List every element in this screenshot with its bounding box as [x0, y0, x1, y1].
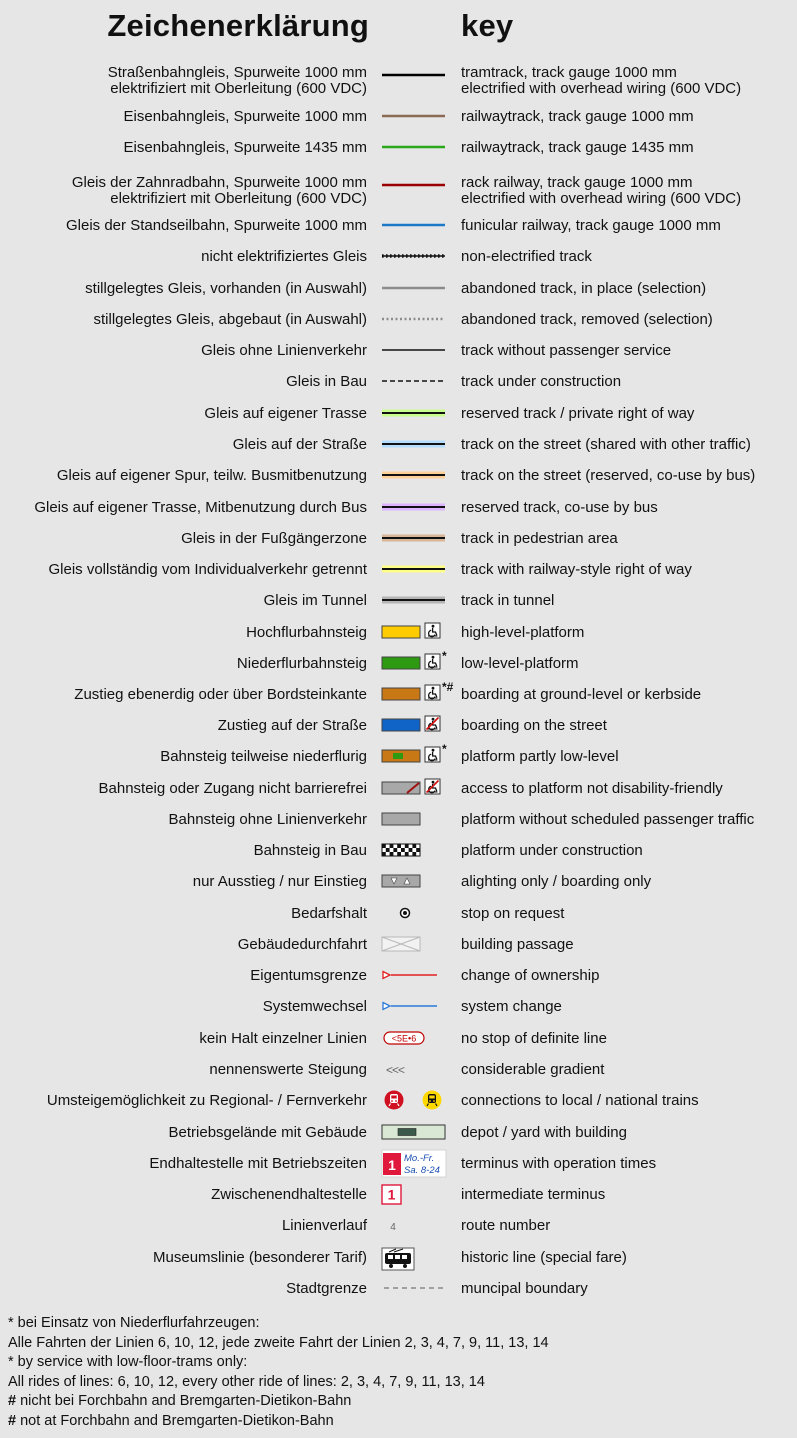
- legend-row: [0, 167, 797, 207]
- intermediate-terminus-number: 1: [387, 1186, 396, 1203]
- platform-footnote-mark: *#: [442, 680, 454, 694]
- label-line-second: elektrifiziert mit Oberleitung (600 VDC): [110, 80, 367, 97]
- legend-label-german: [57, 468, 367, 484]
- legend-label-german: [286, 1281, 367, 1297]
- legend-row: [0, 1276, 797, 1304]
- legend-label-german: [218, 718, 367, 734]
- legend-label-english: [461, 968, 599, 984]
- legend-label-english: [461, 1125, 627, 1141]
- legend-label-german: [238, 937, 367, 953]
- legend-label-english: [461, 65, 741, 97]
- legend-row: [0, 1057, 797, 1085]
- legend-row: [0, 276, 797, 304]
- legend-label-german: [246, 625, 367, 641]
- footnote-text: All rides of lines: 6, 10, 12, every other ride of lines: 2, 3, 4, 7, 9, 11, 13, 14: [8, 1373, 485, 1390]
- label-line: Endhaltestelle mit Betriebszeiten: [149, 1155, 367, 1172]
- no-stop-label: <5E•6: [391, 1033, 417, 1044]
- legend-label-german: [233, 437, 367, 453]
- platform-blue-icon: [381, 713, 447, 737]
- label-line: Gleis in Bau: [286, 373, 367, 390]
- label-line: Zustieg ebenerdig oder über Bordsteinkante: [74, 686, 367, 703]
- label-line: railwaytrack, track gauge 1000 mm: [461, 108, 694, 125]
- label-line: no stop of definite line: [461, 1030, 607, 1047]
- label-line: track in pedestrian area: [461, 530, 618, 547]
- ownership-icon: [381, 963, 447, 987]
- label-line: high-level-platform: [461, 624, 585, 641]
- platform-yellow-icon: [381, 620, 447, 644]
- label-line: building passage: [461, 936, 574, 953]
- label-line: connections to local / national trains: [461, 1092, 699, 1109]
- label-line: access to platform not disability-friendly: [461, 780, 723, 797]
- legend-label-german: [34, 500, 367, 516]
- platform-orange-icon: [381, 680, 454, 706]
- footnote-text: not at Forchbahn and Bremgarten-Dietikon-Bahn: [16, 1412, 334, 1429]
- line-green-icon: [381, 135, 447, 159]
- platform-footnote-mark: *: [442, 742, 447, 756]
- line-brown-icon: [381, 104, 447, 128]
- legend-label-english: [461, 468, 755, 484]
- legend-label-german: [149, 1156, 367, 1172]
- label-line: Umsteigemöglichkeit zu Regional- / Fernverkehr: [46, 1092, 367, 1109]
- legend-row: [0, 463, 797, 491]
- label-line: nennenswerte Steigung: [209, 1061, 367, 1078]
- legend-label-german: [291, 906, 367, 922]
- label-line: Gleis auf eigener Trasse: [204, 405, 367, 422]
- terminus-times-saturday: Sa. 8-24: [404, 1165, 440, 1176]
- label-line: change of ownership: [461, 967, 600, 984]
- label-line: depot / yard with building: [461, 1124, 627, 1141]
- legend-label-german: [49, 562, 368, 578]
- legend-label-german: [254, 843, 367, 859]
- request-stop-icon: [381, 901, 447, 925]
- label-line: Gleis vollständig vom Individualverkehr getrennt: [48, 561, 367, 578]
- footnotes: [8, 1314, 549, 1432]
- label-line: platform without scheduled passenger traffic: [461, 811, 755, 828]
- legend-label-english: [461, 781, 723, 797]
- terminus-icon: [381, 1149, 447, 1176]
- label-line: Eisenbahngleis, Spurweite 1435 mm: [123, 139, 367, 156]
- cased-orange-icon: [381, 463, 447, 487]
- platform-green-icon: [381, 651, 447, 675]
- legend-label-german: [153, 1250, 367, 1266]
- legend-row: [0, 557, 797, 585]
- platform-arrows-icon: [381, 869, 447, 893]
- footnote-text: Alle Fahrten der Linien 6, 10, 12, jede zweite Fahrt der Linien 2, 3, 4, 7, 9, 11, 13, 14: [8, 1334, 549, 1351]
- label-line: tramtrack, track gauge 1000 mm: [461, 64, 677, 81]
- legend-label-german: [263, 999, 367, 1015]
- line-grey-dotted-icon: [381, 307, 447, 331]
- label-line: Gleis in der Fußgängerzone: [181, 530, 367, 547]
- gradient-icon: [381, 1057, 447, 1081]
- platform-partial-icon: [381, 744, 447, 768]
- legend-label-english: [461, 109, 694, 125]
- label-line: Linienverlauf: [281, 1217, 367, 1234]
- label-line: abandoned track, in place (selection): [461, 280, 707, 297]
- label-line: Gleis ohne Linienverkehr: [201, 342, 367, 359]
- legend-row: [0, 526, 797, 554]
- legend-label-english: [461, 562, 692, 578]
- legend-row: [0, 432, 797, 460]
- legend-label-german: [108, 65, 367, 97]
- legend-row: [0, 588, 797, 616]
- label-line: track on the street (reserved, co-use by bus): [461, 467, 756, 484]
- label-line: stillgelegtes Gleis, vorhanden (in Auswahl): [85, 280, 367, 297]
- title-german: Zeichenerklärung: [107, 8, 369, 43]
- platform-checker-icon: [381, 838, 447, 862]
- legend-label-english: [461, 1031, 607, 1047]
- label-line: Gleis auf eigener Trasse, Mitbenutzung durch Bus: [34, 499, 367, 516]
- label-line: Eisenbahngleis, Spurweite 1000 mm: [123, 108, 367, 125]
- legend-label-german: [282, 1218, 367, 1234]
- label-line: boarding on the street: [461, 717, 607, 734]
- legend-row: [0, 369, 797, 397]
- label-line: Gleis der Standseilbahn, Spurweite 1000 mm: [66, 217, 367, 234]
- boundary-icon: [381, 1276, 447, 1300]
- label-line: Bahnsteig oder Zugang nicht barrierefrei: [98, 780, 367, 797]
- line-dashed-icon: [381, 369, 447, 393]
- footnote-text: * by service with low-floor-trams only:: [8, 1354, 248, 1371]
- platform-grey-icon: [381, 807, 447, 831]
- legend-label-german: [160, 749, 367, 765]
- label-line: Gleis auf der Straße: [232, 436, 367, 453]
- label-line: Eigentumsgrenze: [250, 967, 367, 984]
- legend-label-english: [461, 1156, 656, 1172]
- label-line: track in tunnel: [461, 592, 555, 609]
- line-dotted-black-icon: [381, 244, 447, 268]
- legend-label-english: [461, 1218, 550, 1234]
- route-number-icon: [381, 1213, 447, 1237]
- label-line-second: electrified with overhead wiring (600 VDC): [461, 80, 742, 97]
- label-line: Systemwechsel: [262, 998, 367, 1015]
- footnote-line: [8, 1373, 549, 1393]
- label-line-second: electrified with overhead wiring (600 VDC): [461, 190, 742, 207]
- legend-label-english: [461, 999, 562, 1015]
- cased-grey-icon: [381, 588, 447, 612]
- intermediate-terminus-icon: [381, 1182, 447, 1206]
- legend-label-german: [99, 781, 368, 797]
- legend-label-german: [286, 374, 367, 390]
- legend-row: [0, 869, 797, 897]
- legend-label-english: [461, 218, 721, 234]
- label-line: Gebäudedurchfahrt: [237, 936, 367, 953]
- legend-row: [0, 1120, 797, 1148]
- legend-label-english: [461, 343, 671, 359]
- label-line: Bahnsteig ohne Linienverkehr: [168, 811, 367, 828]
- label-line: route number: [461, 1217, 551, 1234]
- label-line: alighting only / boarding only: [461, 873, 652, 890]
- label-line: Bahnsteig teilweise niederflurig: [160, 748, 367, 765]
- terminus-number: 1: [388, 1157, 396, 1173]
- legend-row: [0, 932, 797, 960]
- label-line: terminus with operation times: [461, 1155, 657, 1172]
- legend-label-english: [461, 656, 579, 672]
- label-line: platform partly low-level: [461, 748, 619, 765]
- label-line: boarding at ground-level or kerbside: [461, 686, 702, 703]
- route-number-label: 4: [390, 1222, 396, 1233]
- legend-row: [0, 620, 797, 648]
- label-line: Gleis der Zahnradbahn, Spurweite 1000 mm: [71, 174, 367, 191]
- legend-label-german: [201, 249, 367, 265]
- legend-label-german: [124, 109, 367, 125]
- label-line: stop on request: [461, 905, 565, 922]
- legend-label-german: [204, 406, 367, 422]
- label-line: Betriebsgelände mit Gebäude: [168, 1124, 367, 1141]
- label-line: Zustieg auf der Straße: [217, 717, 367, 734]
- legend-label-english: [461, 625, 584, 641]
- label-line: Stadtgrenze: [286, 1280, 367, 1297]
- legend-row: [0, 713, 797, 741]
- legend-label-english: [461, 437, 751, 453]
- legend-row: [0, 57, 797, 97]
- label-line: considerable gradient: [461, 1061, 605, 1078]
- legend-row: [0, 682, 797, 710]
- legend-row: [0, 1151, 797, 1179]
- label-line-second: elektrifiziert mit Oberleitung (600 VDC): [110, 190, 367, 207]
- platform-footnote-mark: *: [442, 649, 447, 663]
- no-stop-icon: [381, 1026, 447, 1050]
- legend-label-german: [74, 687, 367, 703]
- legend-row: [0, 104, 797, 132]
- legend-row: [0, 901, 797, 929]
- title-english: key: [461, 8, 514, 43]
- legend-label-german: [211, 1187, 367, 1203]
- legend-row: [0, 963, 797, 991]
- footnote-line: [8, 1353, 549, 1373]
- footnote-line: [8, 1334, 549, 1354]
- legend-label-english: [461, 281, 706, 297]
- label-line: nur Ausstieg / nur Einstieg: [192, 873, 367, 890]
- legend-label-english: [461, 906, 564, 922]
- legend-row: [0, 651, 797, 679]
- legend-row: [0, 1026, 797, 1054]
- label-line: Zwischenendhaltestelle: [211, 1186, 367, 1203]
- legend-label-german: [209, 1062, 367, 1078]
- legend-row: [0, 495, 797, 523]
- legend-row: [0, 776, 797, 804]
- line-black-icon: [381, 63, 447, 87]
- line-darkred-icon: [381, 173, 447, 197]
- legend-row: [0, 994, 797, 1022]
- legend-label-english: [461, 1187, 605, 1203]
- legend-label-german: [250, 968, 367, 984]
- label-line: Gleis auf eigener Spur, teilw. Busmitbenutzung: [56, 467, 367, 484]
- label-line: track with railway-style right of way: [461, 561, 692, 578]
- cased-lightblue-icon: [381, 432, 447, 456]
- legend-label-english: [461, 374, 621, 390]
- footnote-line: [8, 1392, 549, 1412]
- label-line: track without passenger service: [461, 342, 672, 359]
- line-thin-black-icon: [381, 338, 447, 362]
- legend-label-german: [264, 593, 367, 609]
- terminus-times-weekday: Mo.-Fr.: [404, 1153, 435, 1164]
- label-line: railwaytrack, track gauge 1435 mm: [461, 139, 694, 156]
- legend-row: [0, 838, 797, 866]
- label-line: abandoned track, removed (selection): [461, 311, 713, 328]
- legend-row: [0, 213, 797, 241]
- legend-row: [0, 1245, 797, 1273]
- legend-label-german: [201, 343, 367, 359]
- legend-label-german: [124, 140, 367, 156]
- footnote-line: [8, 1314, 549, 1334]
- legend-row: [0, 1182, 797, 1210]
- legend-label-german: [169, 1125, 367, 1141]
- cased-tan-icon: [381, 526, 447, 550]
- line-grey-icon: [381, 276, 447, 300]
- footnote-text: * bei Einsatz von Niederflurfahrzeugen:: [8, 1315, 260, 1331]
- label-line: stillgelegtes Gleis, abgebaut (in Auswahl): [93, 311, 367, 328]
- legend-label-english: [461, 1093, 699, 1109]
- depot-icon: [381, 1120, 447, 1144]
- legend-label-english: [461, 718, 607, 734]
- label-line: track on the street (shared with other traffic): [461, 436, 751, 453]
- label-line: track under construction: [461, 373, 622, 390]
- label-line: historic line (special fare): [461, 1249, 627, 1266]
- legend-row: [0, 401, 797, 429]
- cased-yellow-icon: [381, 557, 447, 581]
- legend-label-german: [66, 218, 367, 234]
- label-line: Bahnsteig in Bau: [253, 842, 367, 859]
- label-line: Hochflurbahnsteig: [246, 624, 367, 641]
- legend-label-english: [461, 749, 619, 765]
- legend-label-english: [461, 1250, 627, 1266]
- footnote-line: [8, 1412, 549, 1432]
- label-line: intermediate terminus: [461, 1186, 606, 1203]
- legend-label-english: [461, 406, 694, 422]
- legend-row: [0, 1088, 797, 1116]
- legend-row: [0, 135, 797, 163]
- legend-label-german: [94, 312, 368, 328]
- label-line: system change: [461, 998, 562, 1015]
- legend-label-english: [461, 812, 754, 828]
- building-passage-icon: [381, 932, 447, 956]
- label-line: Museumslinie (besonderer Tarif): [153, 1249, 367, 1266]
- label-line: reserved track / private right of way: [461, 405, 695, 422]
- legend-label-english: [461, 937, 574, 953]
- legend-label-english: [461, 687, 701, 703]
- line-blue-icon: [381, 213, 447, 237]
- legend-label-english: [461, 1062, 604, 1078]
- legend-label-english: [461, 140, 694, 156]
- label-line: rack railway, track gauge 1000 mm: [461, 174, 693, 191]
- label-line: non-electrified track: [461, 248, 592, 265]
- legend-label-english: [461, 249, 592, 265]
- historic-icon: [381, 1245, 447, 1269]
- label-line: Gleis im Tunnel: [263, 592, 367, 609]
- legend-label-english: [461, 843, 643, 859]
- cased-lightgreen-icon: [381, 401, 447, 425]
- legend-label-german: [199, 1031, 367, 1047]
- legend-row: [0, 338, 797, 366]
- footnote-hash-mark: #: [8, 1393, 17, 1410]
- footnote-hash-mark: #: [8, 1412, 17, 1429]
- legend-label-english: [461, 874, 651, 890]
- system-change-icon: [381, 994, 447, 1018]
- platform-barrier-icon: [381, 776, 447, 800]
- label-line: Straßenbahngleis, Spurweite 1000 mm: [107, 64, 367, 81]
- gradient-label: <<<: [386, 1063, 405, 1077]
- legend-label-english: [461, 312, 713, 328]
- legend-row: [0, 1213, 797, 1241]
- legend-label-english: [461, 531, 618, 547]
- label-line: platform under construction: [461, 842, 643, 859]
- label-line: kein Halt einzelner Linien: [199, 1030, 367, 1047]
- legend-label-german: [169, 812, 367, 828]
- legend-label-english: [461, 175, 741, 207]
- label-line: reserved track, co-use by bus: [461, 499, 658, 516]
- legend-label-english: [461, 593, 554, 609]
- legend-label-german: [85, 281, 367, 297]
- legend-label-english: [461, 1281, 588, 1297]
- train-connections-icon: [381, 1088, 447, 1112]
- label-line: nicht elektrifiziertes Gleis: [201, 248, 367, 265]
- legend-label-german: [47, 1093, 367, 1109]
- legend-label-german: [237, 656, 367, 672]
- cased-violet-icon: [381, 495, 447, 519]
- legend-row: [0, 244, 797, 272]
- legend-row: [0, 807, 797, 835]
- label-line: low-level-platform: [461, 655, 579, 672]
- legend-label-german: [181, 531, 367, 547]
- footnote-text: nicht bei Forchbahn and Bremgarten-Dietikon-Bahn: [16, 1393, 352, 1410]
- label-line: Niederflurbahnsteig: [236, 655, 367, 672]
- label-line: muncipal boundary: [461, 1280, 588, 1297]
- label-line: Bedarfshalt: [291, 905, 367, 922]
- legend-label-german: [72, 175, 367, 207]
- label-line: funicular railway, track gauge 1000 mm: [461, 217, 721, 234]
- legend-label-german: [193, 874, 367, 890]
- legend-row: [0, 744, 797, 772]
- legend-label-english: [461, 500, 658, 516]
- legend-row: [0, 307, 797, 335]
